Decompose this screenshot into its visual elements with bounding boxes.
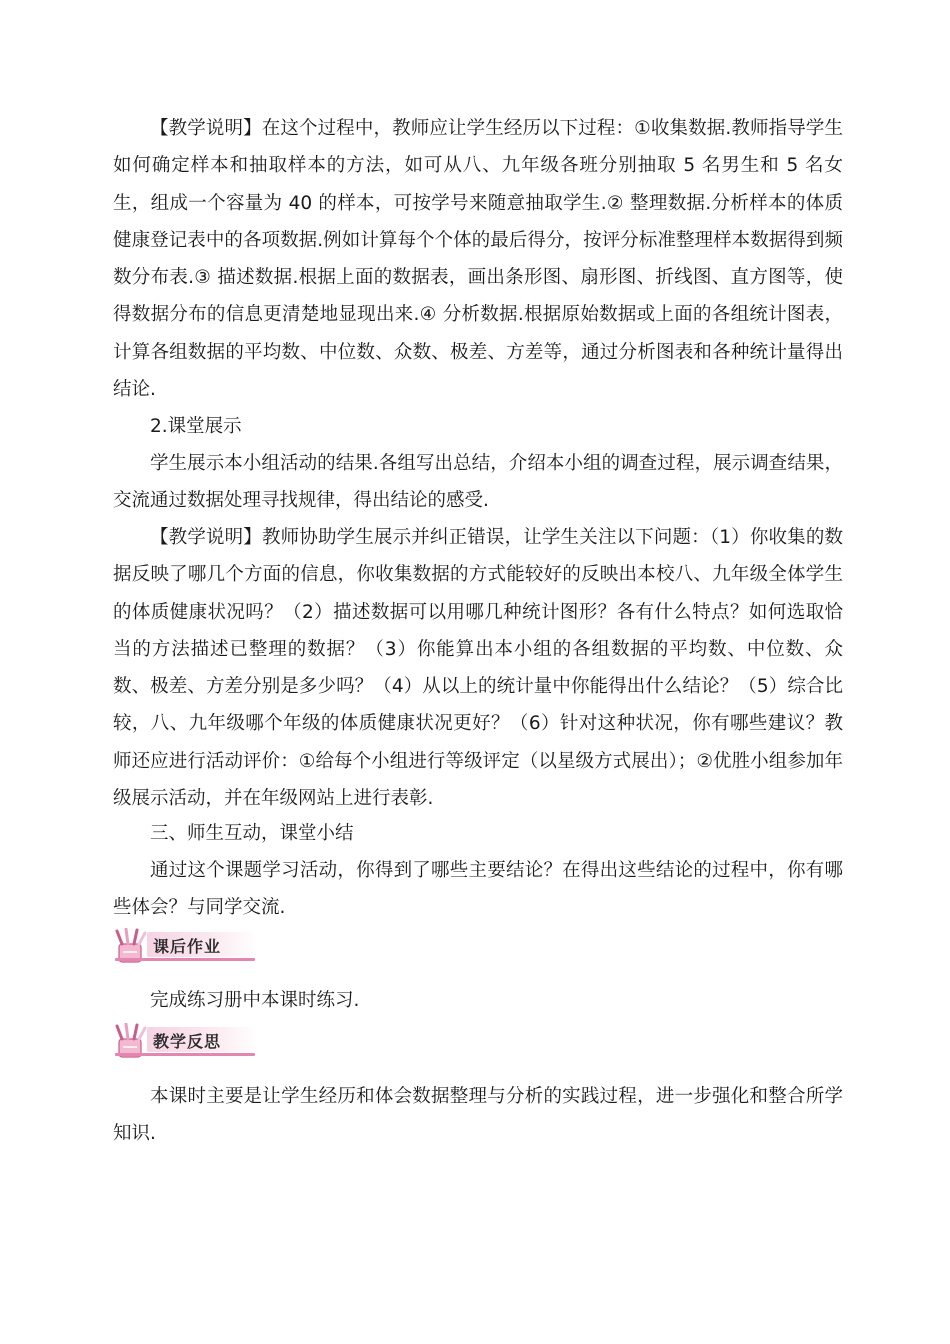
class-display-paragraph: 学生展示本小组活动的结果.各组写出总结，介绍本小组的调查过程，展示调查结果，交流通过数据处理寻找规律，得出结论的感受. (113, 453, 843, 512)
teaching-note-paragraph-2: 【教学说明】教师协助学生展示并纠正错误，让学生关注以下问题：（1）你收集的数据反映了哪几个方面的信息，你收集数据的方式能较好的反映出本校八、九年级全体学生的体质健康状况吗？（2）描述数据可以用哪几种统计图形？各有什么特点？如何选取恰当的方法描述已整理的数据？（3）你能算出本小组的各组数据的平均数、中位数、众数、极差、方差分别是多少吗？（4）从以上的统计量中你能得出什么结论？（5）综合比较，八、九年级哪个年级的体质健康状况更好？（6）针对这种状况，你有哪些建议？教师还应进行活动评价：①给每个小组进行等级评定（以星级方式展出）；②优胜小组参加年级展示活动，并在年级网站上进行表彰. (113, 527, 843, 810)
homework-paragraph: 完成练习册中本课时练习. (150, 990, 360, 1011)
teaching-note-paragraph-1: 【教学说明】在这个过程中，教师应让学生经历以下过程：①收集数据.教师指导学生如何确定样本和抽取样本的方法，如可从八、九年级各班分别抽取 5 名男生和 5 名女生，组成一个容量为 40 的样本，可按学号来随意抽取学生.② 整理数据.分析样本的体质健康登记表中的各项数据.例如计算每个个体的最后得分，按评分标准整理样本数据得到频数分布表.③ 描述数据.根据上面的数据表，画出条形图、扇形图、折线图、直方图等，使得数据分布的信息更清楚地显现出来.④ 分析数据.根据原始数据或上面的各组统计图表，计算各组数据的平均数、中位数、众数、极差、方差等，通过分析图表和各种统计量得出结论. (113, 118, 843, 401)
banner-underline (115, 958, 255, 961)
reflection-banner (113, 1023, 263, 1061)
summary-paragraph: 通过这个课题学习活动，你得到了哪些主要结论？在得出这些结论的过程中，你有哪些体会？与同学交流. (113, 860, 843, 919)
reflection-paragraph: 本课时主要是让学生经历和体会数据整理与分析的实践过程，进一步强化和整合所学知识. (113, 1086, 843, 1145)
section-heading-class-display: 2.课堂展示 (150, 416, 242, 437)
reflection-banner-label: 教学反思 (153, 1032, 222, 1051)
section-heading-summary: 三、师生互动，课堂小结 (150, 823, 354, 844)
homework-banner (113, 928, 263, 966)
banner-underline (115, 1053, 255, 1056)
homework-banner-label: 课后作业 (153, 937, 222, 956)
